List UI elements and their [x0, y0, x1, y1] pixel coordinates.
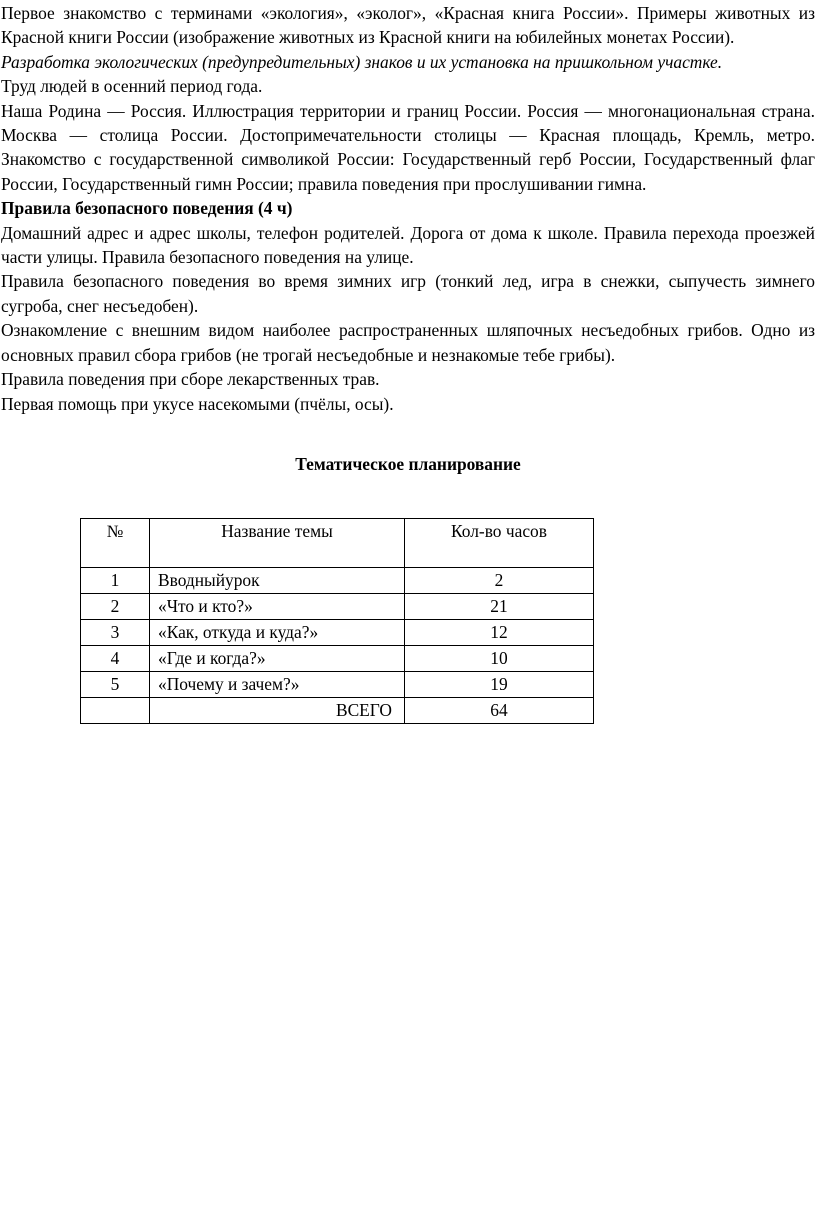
row-topic: «Что и кто?»: [150, 594, 405, 620]
total-label: ВСЕГО: [150, 698, 405, 724]
paragraph-autumn-work: Труд людей в осенний период года.: [1, 76, 263, 97]
paragraph-home-address: Домашний адрес и адрес школы, телефон родителей. Дорога от дома к школе. Правила перехода проезжей части улицы. Правила безопасного поведения на улице.: [1, 222, 815, 268]
row-hours: 2: [405, 568, 594, 594]
table-row: [81, 594, 594, 620]
paragraph-mushrooms: Ознакомление с внешним видом наиболее распространенных шляпочных несъедобных грибов. Одно из основных правил сбора грибов (не трогай несъедобные и незнакомые тебе грибы).: [1, 320, 815, 365]
paragraph-motherland: Наша Родина — Россия. Иллюстрация территории и границ России. Россия — многонациональная страна. Москва — столица России. Достопримечательности столицы — Красная площадь, Кремль, метро. Знакомство с государственной символикой России: Государственный герб России, Государственный флаг России, Государственный гимн России; правила поведения при прослушивании гимна.: [1, 100, 815, 194]
row-topic: Вводныйурок: [150, 568, 405, 594]
paragraph-herbs: Правила поведения при сборе лекарственных трав.: [1, 369, 380, 390]
row-hours: 12: [405, 620, 594, 646]
table-row: [81, 646, 594, 672]
document-page: [0, 0, 816, 476]
table-row: [81, 568, 594, 594]
row-number: 2: [81, 594, 150, 620]
section-heading-safety: Правила безопасного поведения (4 ч): [1, 198, 293, 219]
paragraph-red-book: Первое знакомство с терминами «экология», «эколог», «Красная книга России». Примеры животных из Красной книги России (изображение животных из Красной книги на юбилейных монетах России).: [1, 3, 815, 48]
row-number: 1: [81, 568, 150, 594]
row-hours: 10: [405, 646, 594, 672]
row-number: 5: [81, 672, 150, 698]
row-number: 4: [81, 646, 150, 672]
total-value: 64: [405, 698, 594, 724]
row-topic: «Как, откуда и куда?»: [150, 620, 405, 646]
header-hours: Кол-во часов: [405, 519, 594, 568]
table-header-row: [81, 519, 594, 568]
header-topic: Название темы: [150, 519, 405, 568]
table-row: [81, 620, 594, 646]
total-empty-cell: [81, 698, 150, 724]
thematic-plan-table: [80, 518, 594, 724]
table-total-row: [81, 698, 594, 724]
row-topic: «Где и когда?»: [150, 646, 405, 672]
row-hours: 21: [405, 594, 594, 620]
paragraph-first-aid: Первая помощь при укусе насекомыми (пчёлы, осы).: [1, 393, 394, 414]
row-hours: 19: [405, 672, 594, 698]
paragraph-eco-signs: Разработка экологических (предупредительных) знаков и их установка на пришкольном участке.: [1, 51, 723, 72]
table-row: [81, 672, 594, 698]
row-topic: «Почему и зачем?»: [150, 672, 405, 698]
header-number: №: [81, 519, 150, 568]
table-title: Тематическое планирование: [295, 453, 521, 474]
paragraph-winter-games: Правила безопасного поведения во время зимних игр (тонкий лед, игра в снежки, сыпучесть зимнего сугроба, снег несъедобен).: [1, 271, 815, 316]
row-number: 3: [81, 620, 150, 646]
